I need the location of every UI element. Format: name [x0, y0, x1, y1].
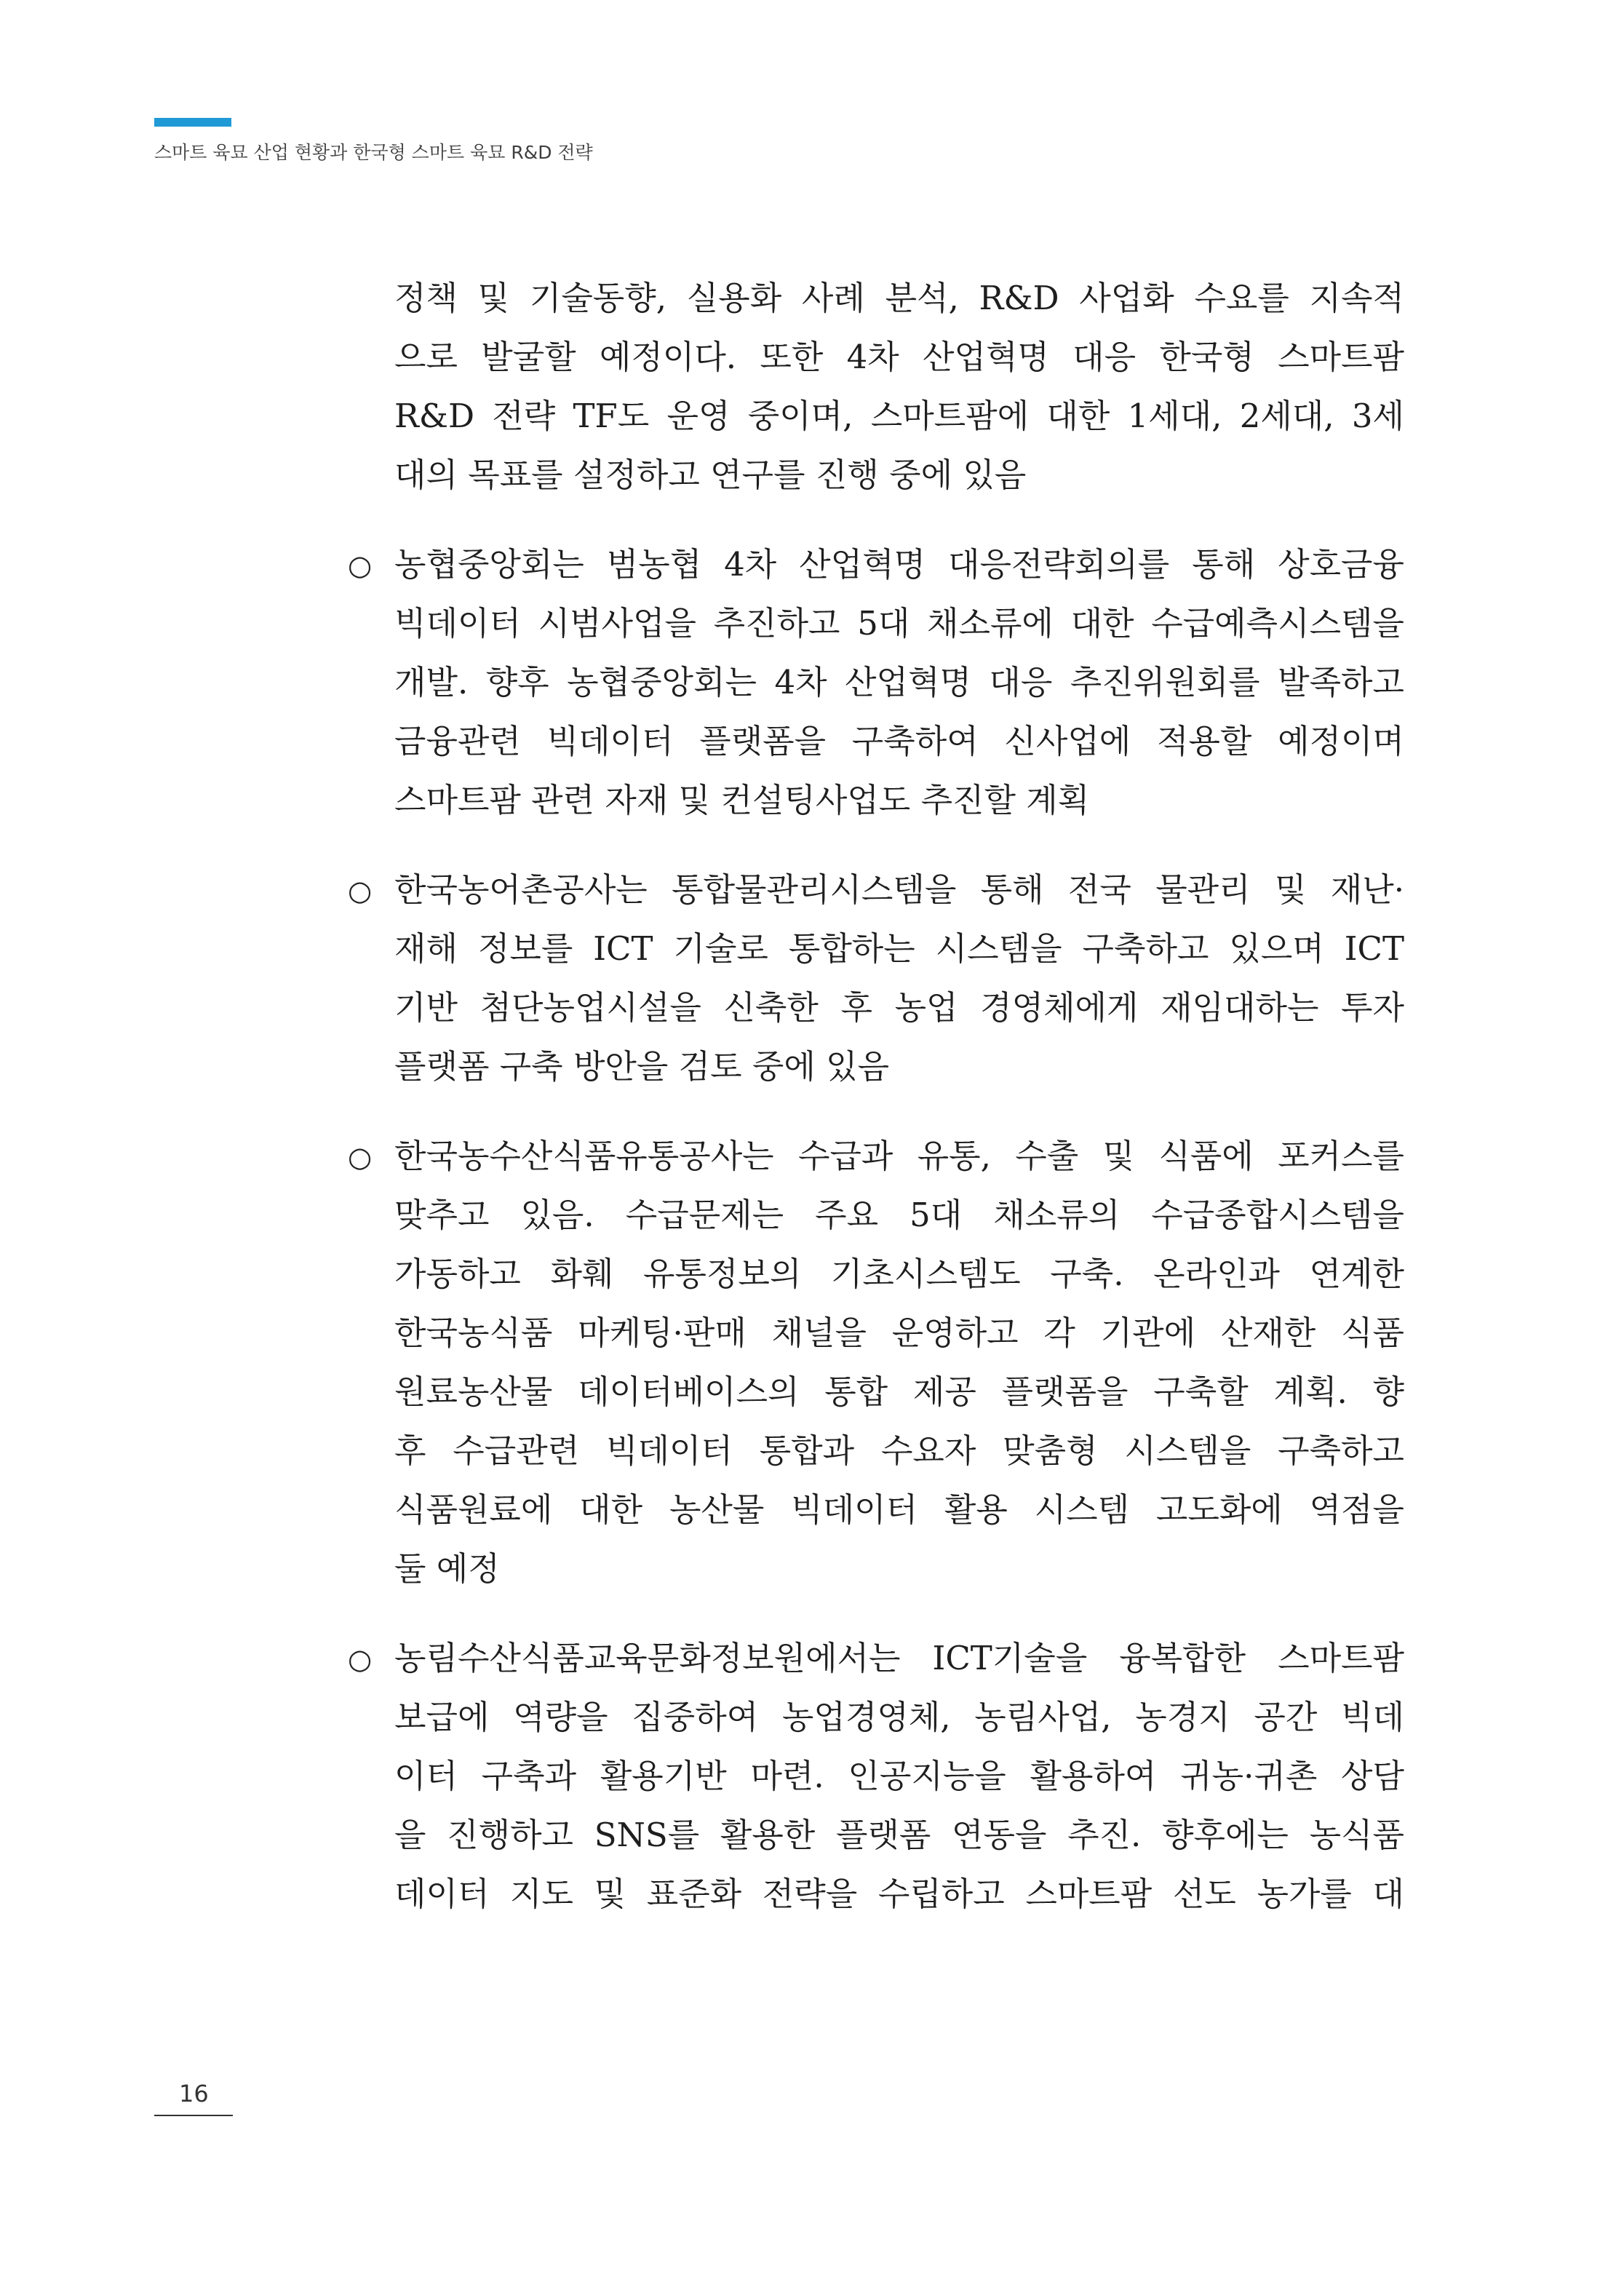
- header-accent-bar: [154, 118, 231, 127]
- bullet-circle-icon: ○: [348, 1141, 373, 1173]
- text-line: 농협중앙회는 범농협 4차 산업혁명 대응전략회의를 통해 상호금융: [394, 545, 1404, 584]
- text-line: 데이터 지도 및 표준화 전략을 수립하고 스마트팜 선도 농가를 대: [394, 1875, 1404, 1913]
- text-line: 을 진행하고 SNS를 활용한 플랫폼 연동을 추진. 향후에는 농식품: [394, 1816, 1404, 1854]
- text-line: R&D 전략 TF도 운영 중이며, 스마트팜에 대한 1세대, 2세대, 3세: [394, 397, 1404, 435]
- bullet-circle-icon: ○: [348, 875, 373, 907]
- text-line: 둘 예정: [394, 1549, 500, 1588]
- text-line: 정책 및 기술동향, 실용화 사례 분석, R&D 사업화 수요를 지속적: [394, 279, 1404, 317]
- text-line: 후 수급관련 빅데이터 통합과 수요자 맞춤형 시스템을 구축하고: [394, 1431, 1404, 1470]
- text-line: 금융관련 빅데이터 플랫폼을 구축하여 신사업에 적용할 예정이며: [394, 722, 1404, 760]
- text-line: 개발. 향후 농협중앙회는 4차 산업혁명 대응 추진위원회를 발족하고: [394, 663, 1404, 702]
- text-line: 가동하고 화훼 유통정보의 기초시스템도 구축. 온라인과 연계한: [394, 1255, 1404, 1293]
- text-line: 맞추고 있음. 수급문제는 주요 5대 채소류의 수급종합시스템을: [394, 1196, 1404, 1234]
- bullet-circle-icon: ○: [348, 549, 373, 581]
- text-line: 기반 첨단농업시설을 신축한 후 농업 경영체에게 재임대하는 투자: [394, 988, 1404, 1027]
- text-line: 플랫폼 구축 방안을 검토 중에 있음: [394, 1047, 890, 1086]
- text-line: 보급에 역량을 집중하여 농업경영체, 농림사업, 농경지 공간 빅데: [394, 1698, 1404, 1736]
- bullet-circle-icon: ○: [348, 1643, 373, 1675]
- text-line: 식품원료에 대한 농산물 빅데이터 활용 시스템 고도화에 역점을: [394, 1490, 1404, 1529]
- text-line: 재해 정보를 ICT 기술로 통합하는 시스템을 구축하고 있으며 ICT: [394, 929, 1404, 968]
- text-line: 스마트팜 관련 자재 및 컨설팅사업도 추진할 계획: [394, 781, 1090, 819]
- text-line: 으로 발굴할 예정이다. 또한 4차 산업혁명 대응 한국형 스마트팜: [394, 338, 1404, 376]
- text-line: 빅데이터 시범사업을 추진하고 5대 채소류에 대한 수급예측시스템을: [394, 604, 1404, 643]
- running-title: 스마트 육묘 산업 현황과 한국형 스마트 육묘 R&D 전략: [154, 142, 593, 163]
- text-line: 대의 목표를 설정하고 연구를 진행 중에 있음: [394, 456, 1027, 494]
- page-number: 16: [179, 2080, 209, 2107]
- text-line: 한국농수산식품유통공사는 수급과 유통, 수출 및 식품에 포커스를: [394, 1137, 1404, 1175]
- text-line: 이터 구축과 활용기반 마련. 인공지능을 활용하여 귀농·귀촌 상담: [394, 1757, 1404, 1795]
- text-line: 한국농어촌공사는 통합물관리시스템을 통해 전국 물관리 및 재난·: [394, 870, 1404, 909]
- text-line: 한국농식품 마케팅·판매 채널을 운영하고 각 기관에 산재한 식품: [394, 1314, 1404, 1352]
- text-line: 원료농산물 데이터베이스의 통합 제공 플랫폼을 구축할 계획. 향: [394, 1372, 1404, 1411]
- footer-rule: [154, 2115, 233, 2116]
- text-line: 농림수산식품교육문화정보원에서는 ICT기술을 융복합한 스마트팜: [394, 1639, 1404, 1677]
